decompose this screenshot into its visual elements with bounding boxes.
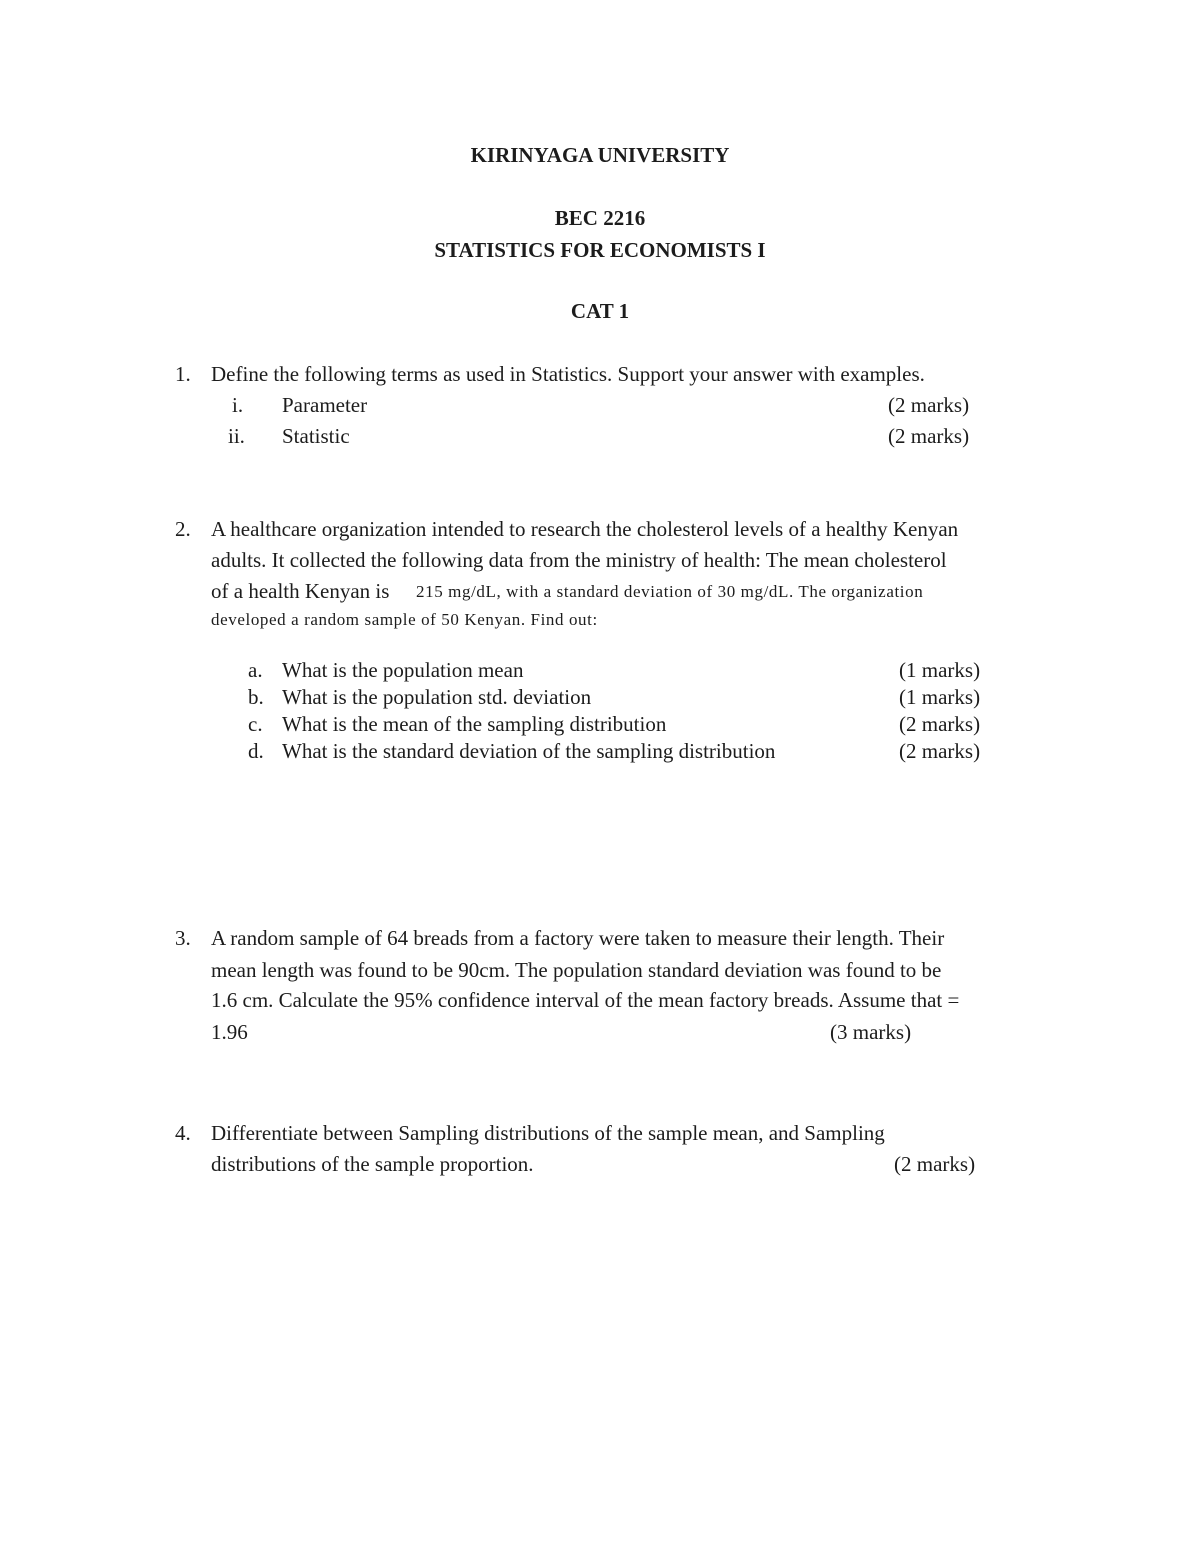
item-text: What is the mean of the sampling distribution — [282, 712, 667, 736]
question-text-line: A healthcare organization intended to research the cholesterol levels of a healthy Kenyan — [211, 517, 959, 541]
course-title: STATISTICS FOR ECONOMISTS I — [434, 238, 766, 262]
item-marks: (1 marks) — [899, 658, 981, 682]
item-marks: (2 marks) — [888, 393, 970, 417]
item-label: ii. — [228, 424, 245, 448]
question-text-line: developed a random sample of 50 Kenyan. Find out: — [211, 610, 598, 629]
course-code: BEC 2216 — [554, 206, 646, 230]
question-text-line: of a health Kenyan is — [211, 579, 390, 603]
item-marks: (2 marks) — [899, 712, 981, 736]
question-text: Define the following terms as used in Statistics. Support your answer with examples. — [211, 362, 925, 386]
item-label: i. — [232, 393, 244, 417]
item-marks: (2 marks) — [899, 739, 981, 763]
question-number: 3. — [175, 926, 191, 950]
question-number: 1. — [175, 362, 191, 386]
item-text: Parameter — [282, 393, 368, 417]
item-text: What is the standard deviation of the sampling distribution — [282, 739, 776, 763]
exam-title: CAT 1 — [570, 299, 630, 323]
item-label: a. — [248, 658, 263, 682]
question-text-line: 215 mg/dL, with a standard deviation of 30 mg/dL. The organization — [416, 582, 924, 601]
question-marks: (3 marks) — [830, 1020, 912, 1044]
question-text-line: Differentiate between Sampling distributions of the sample mean, and Sampling — [211, 1121, 885, 1145]
question-number: 2. — [175, 517, 191, 541]
question-text-line: distributions of the sample proportion. — [211, 1152, 534, 1176]
item-text: What is the population std. deviation — [282, 685, 592, 709]
question-text-line: A random sample of 64 breads from a factory were taken to measure their length. Their — [211, 926, 945, 950]
item-label: b. — [248, 685, 264, 709]
item-marks: (2 marks) — [888, 424, 970, 448]
university-name: KIRINYAGA UNIVERSITY — [470, 143, 730, 167]
item-marks: (1 marks) — [899, 685, 981, 709]
question-marks: (2 marks) — [894, 1152, 976, 1176]
item-text: What is the population mean — [282, 658, 524, 682]
item-text: Statistic — [282, 424, 350, 448]
question-text-line: 1.96 — [211, 1020, 248, 1044]
question-text-line: mean length was found to be 90cm. The population standard deviation was found to be — [211, 958, 942, 982]
question-text-line: adults. It collected the following data from the ministry of health: The mean cholesterol — [211, 548, 947, 572]
question-number: 4. — [175, 1121, 191, 1145]
question-text-line: 1.6 cm. Calculate the 95% confidence interval of the mean factory breads. Assume that = — [211, 988, 960, 1012]
item-label: d. — [248, 739, 264, 763]
item-label: c. — [248, 712, 263, 736]
